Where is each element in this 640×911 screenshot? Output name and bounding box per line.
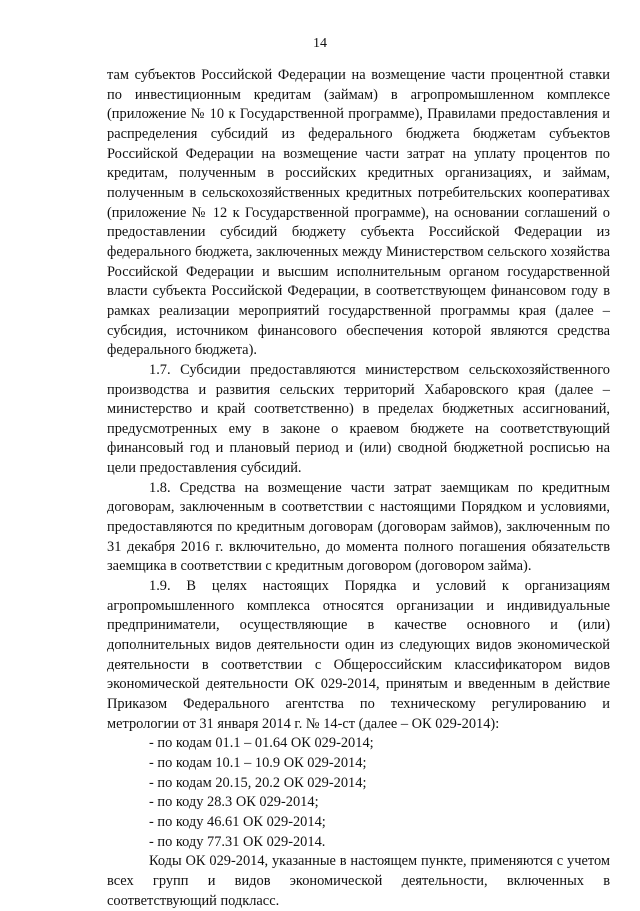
- paragraph-codes-note: Коды ОК 029-2014, указанные в настоящем пункте, применяются с учетом всех групп и видов экономической деятельности, включенных в соответствующий подкласс.: [107, 853, 610, 909]
- list-item: - по коду 46.61 ОК 029-2014;: [149, 813, 326, 830]
- paragraph-1-8: 1.8. Средства на возмещение части затрат заемщикам по кредитным договорам, заключенным в соответствии с настоящими Порядком и условиями, предоставляются по кредитным договорам (договорам займов), заключенным по 31 декабря 2016 г. включительно, до момента полного погашения обязательств заемщика в соответствии с кредитным договором (договором займа).: [107, 479, 610, 575]
- paragraph-continuation: там субъектов Российской Федерации на возмещение части процентной ставки по инвестиционным кредитам (займам) в агропромышленном комплексе (приложение № 10 к Государственной программе), Правилами предоставления и распределения субсидий из федерального бюджета бюджетам субъектов Российской Федерации на возмещение части затрат на уплату процентов по кредитам, полученным в российских кредитных организациях, и займам, полученным в сельскохозяйственных кредитных потребительских кооперативах (приложение № 12 к Государственной программе), на основании соглашений о предоставлении субсидий бюджету субъекта Российской Федерации из федерального бюджета, заключенных между Министерством сельского хозяйства Российской Федерации и высшим исполнительным органом государственной власти субъекта Российской Федерации, в соответствующем финансовом году в рамках реализации мероприятий государственной программы края (далее – субсидия, источником финансового обеспечения которой являются средства федерального бюджета).: [107, 67, 610, 359]
- list-item: - по кодам 01.1 – 01.64 ОК 029-2014;: [149, 735, 374, 752]
- codes-list: [107, 734, 610, 852]
- list-item: - по коду 28.3 ОК 029-2014;: [149, 794, 319, 811]
- list-item: - по кодам 20.15, 20.2 ОК 029-2014;: [149, 774, 367, 791]
- list-item: - по коду 77.31 ОК 029-2014.: [149, 833, 326, 850]
- paragraph-1-7: 1.7. Субсидии предоставляются министерством сельскохозяйственного производства и развития сельских территорий Хабаровского края (далее – министерство и край соответственно) в пределах бюджетных ассигнований, предусмотренных ему в законе о краевом бюджете на соответствующий финансовый год и плановый период и (или) сводной бюджетной росписью на цели предоставления субсидий.: [107, 361, 610, 477]
- page-number: 14: [313, 36, 327, 51]
- document-body: [107, 66, 610, 911]
- paragraph-1-9: 1.9. В целях настоящих Порядка и условий к организациям агропромышленного комплекса относятся организации и индивидуальные предприниматели, осуществляющие в качестве основного и (или) дополнительных видов деятельности один из следующих видов экономической деятельности в соответствии с Общероссийским классификатором видов экономической деятельности ОК 029-2014, принятым и введенным в действие Приказом Федерального агентства по техническому регулированию и метрологии от 31 января 2014 г. № 14-ст (далее – ОК 029-2014):: [107, 578, 610, 732]
- list-item: - по кодам 10.1 – 10.9 ОК 029-2014;: [149, 754, 367, 771]
